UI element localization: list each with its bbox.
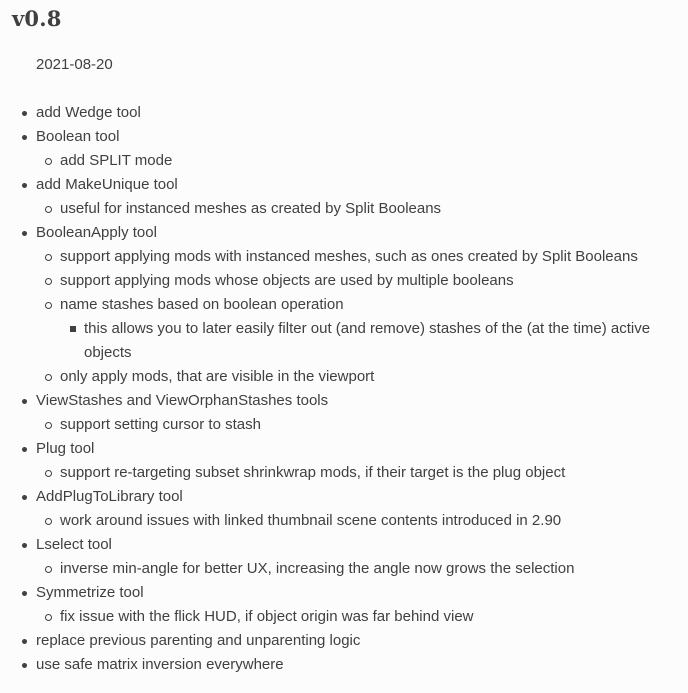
change-sublist [36,461,680,485]
change-item: BooleanApply tool support applying mods with instanced meshes, such as ones created by Split Booleans support applying mods whose objects are used by multiple booleans name stashes based on boolean operation this allows you to later easily filter out (and remove) stashes of the (at the time) active objects only apply mods, that are visible in the viewport [12,221,680,389]
change-subitem: support applying mods whose objects are used by multiple booleans [36,269,680,293]
release-date: 2021-08-20 [36,56,113,73]
change-item: add MakeUnique tool useful for instanced meshes as created by Split Booleans [12,173,680,221]
change-subitem: inverse min-angle for better UX, increasing the angle now grows the selection [36,557,680,581]
change-sublist [36,557,680,581]
change-subsublist [60,317,680,365]
change-item: Symmetrize tool fix issue with the flick HUD, if object origin was far behind view [12,581,680,629]
change-item: Plug tool support re-targeting subset shrinkwrap mods, if their target is the plug object [12,437,680,485]
change-sublist [36,149,680,173]
change-sublist [36,605,680,629]
change-subitem: fix issue with the flick HUD, if object origin was far behind view [36,605,680,629]
change-subitem: only apply mods, that are visible in the viewport [36,365,680,389]
change-subitem: name stashes based on boolean operation this allows you to later easily filter out (and remove) stashes of the (at the time) active objects [36,293,680,365]
change-subitem: add SPLIT mode [36,149,680,173]
changes-list [12,101,680,677]
change-sublist [36,509,680,533]
change-sublist [36,413,680,437]
version-heading: v0.8 [12,6,62,31]
change-item: add Wedge tool [12,101,680,125]
change-item: Boolean tool add SPLIT mode [12,125,680,173]
change-subsubitem: this allows you to later easily filter out (and remove) stashes of the (at the time) active objects [60,317,680,365]
change-sublist [36,197,680,221]
change-item: Lselect tool inverse min-angle for better UX, increasing the angle now grows the selection [12,533,680,581]
change-subitem: support re-targeting subset shrinkwrap mods, if their target is the plug object [36,461,680,485]
change-item: replace previous parenting and unparenting logic [12,629,680,653]
change-subitem: support applying mods with instanced meshes, such as ones created by Split Booleans [36,245,680,269]
change-subitem: useful for instanced meshes as created by Split Booleans [36,197,680,221]
change-sublist [36,245,680,389]
change-item: AddPlugToLibrary tool work around issues with linked thumbnail scene contents introduced in 2.90 [12,485,680,533]
change-subitem: support setting cursor to stash [36,413,680,437]
change-subitem: work around issues with linked thumbnail scene contents introduced in 2.90 [36,509,680,533]
change-item: ViewStashes and ViewOrphanStashes tools support setting cursor to stash [12,389,680,437]
change-item: use safe matrix inversion everywhere [12,653,680,677]
